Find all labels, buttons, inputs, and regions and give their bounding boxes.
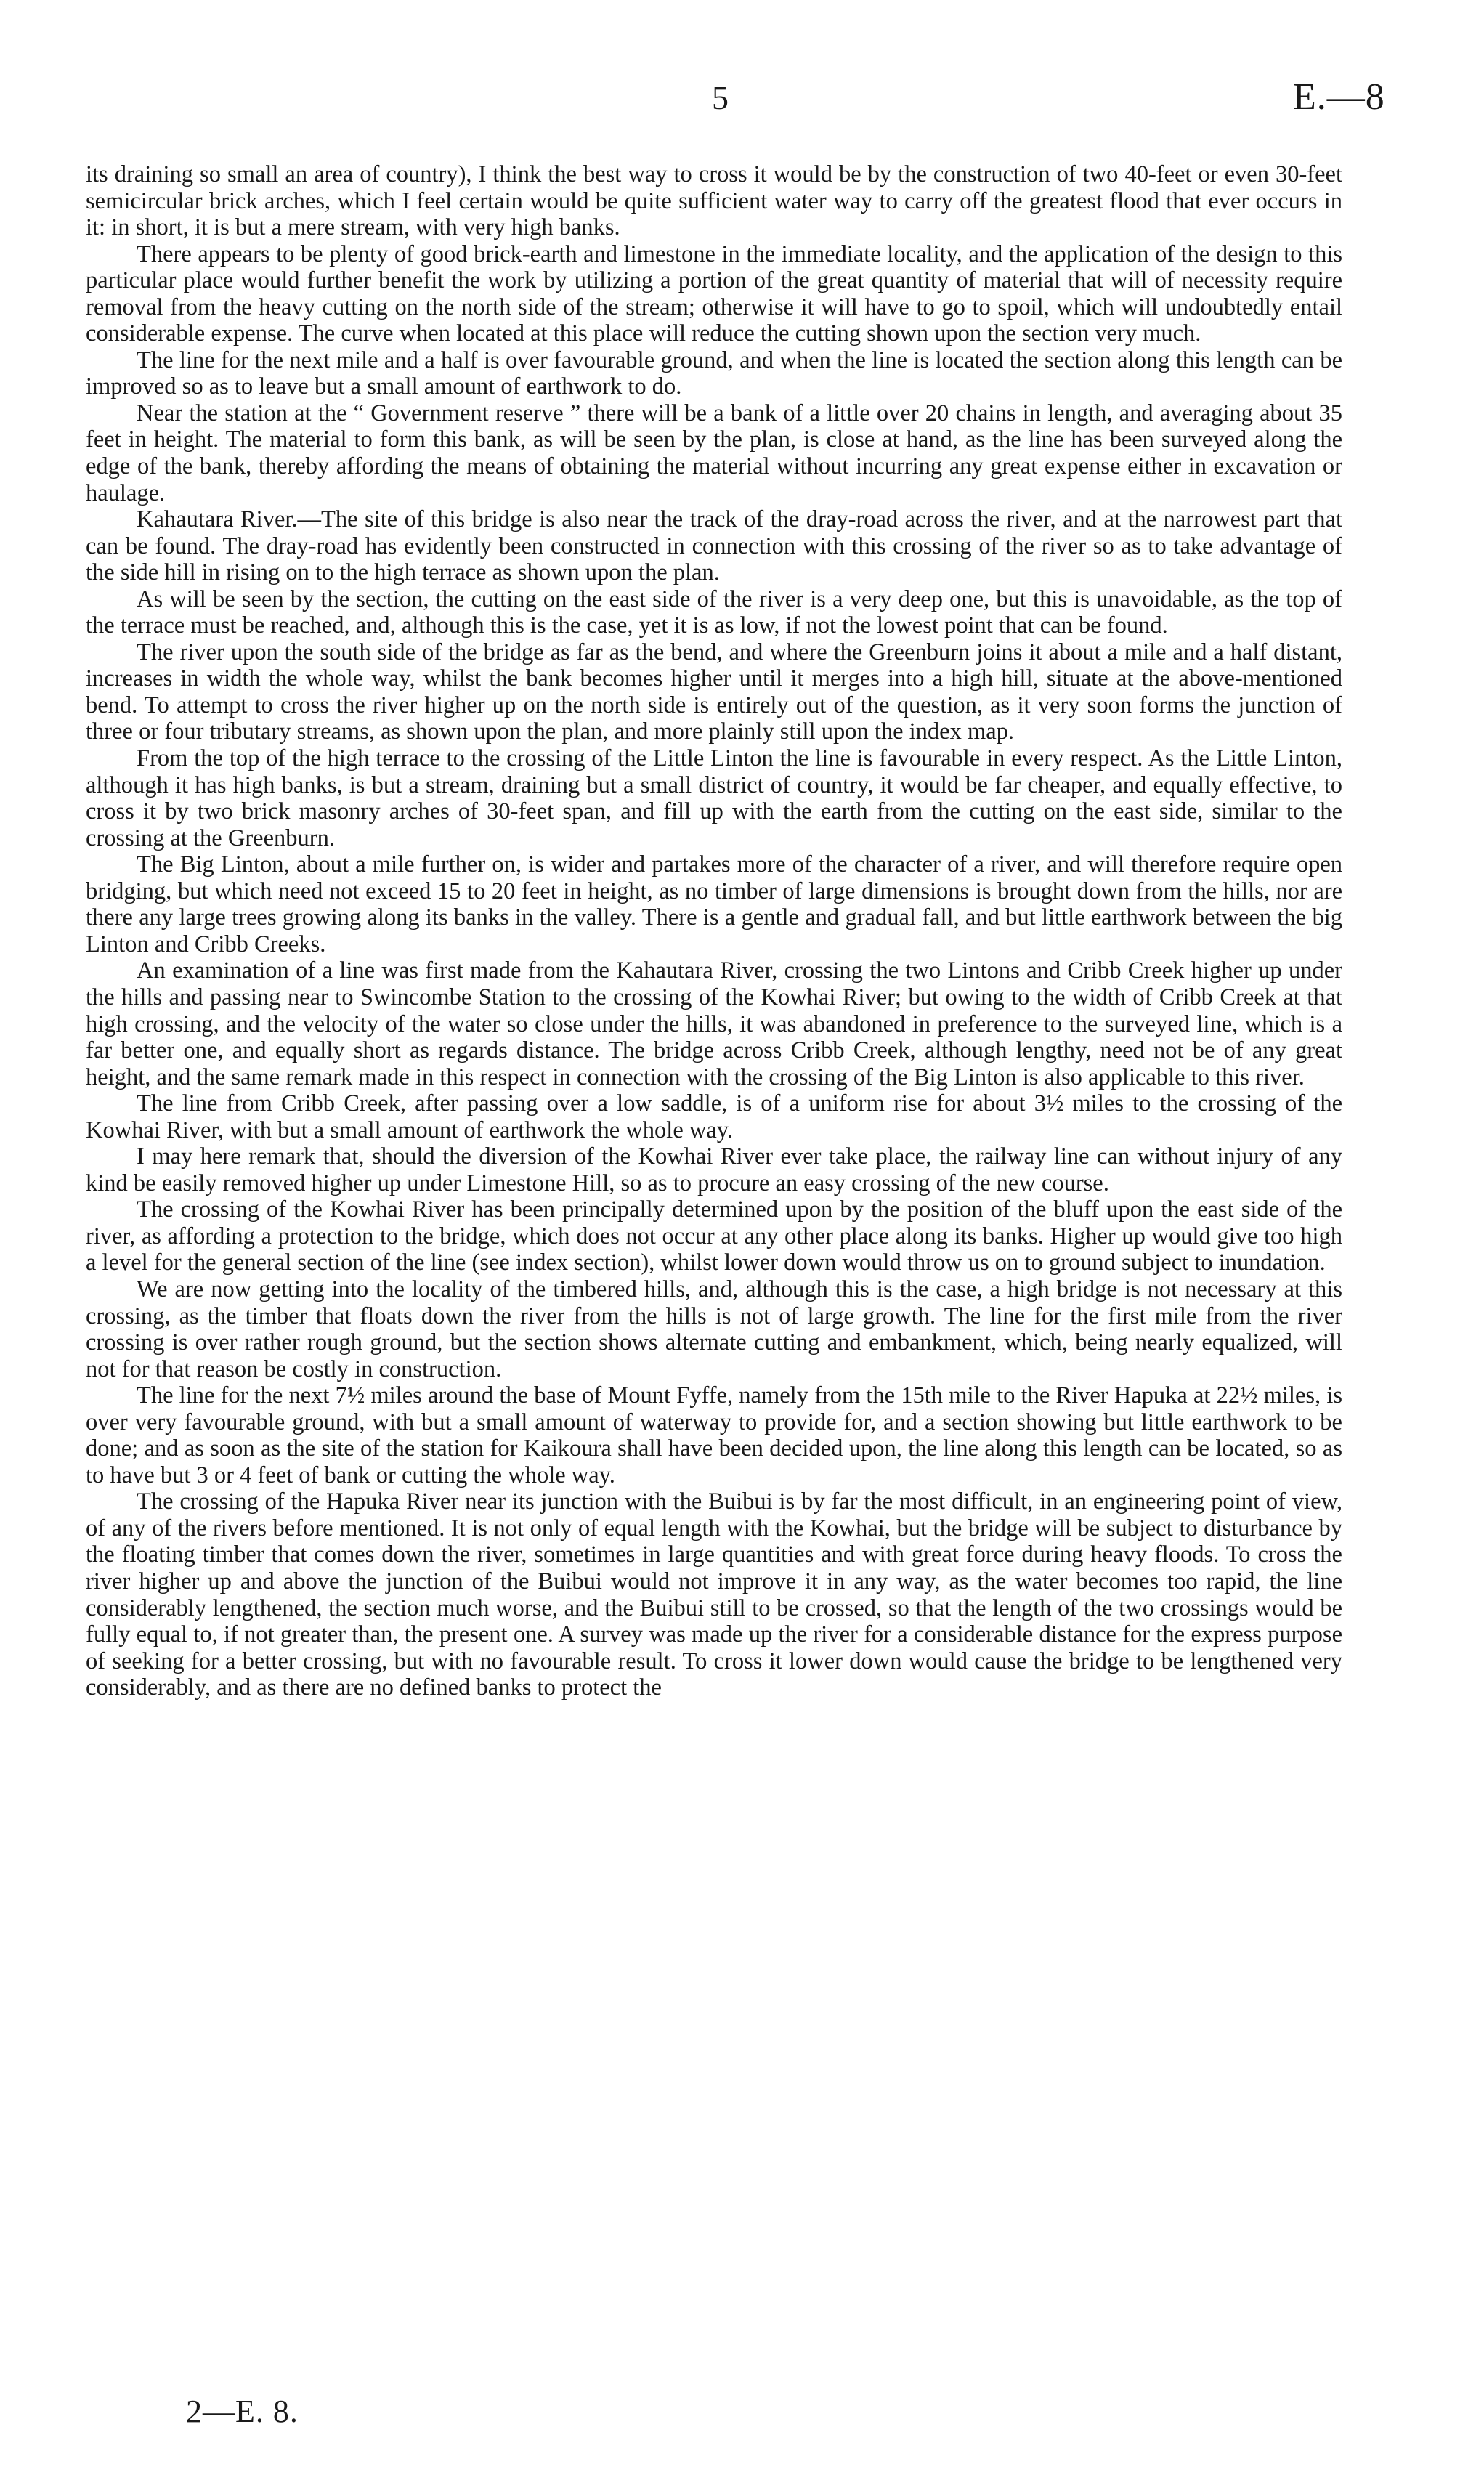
paragraph: The crossing of the Kowhai River has been principally determined upon by the position of the bluff upon the east side of the river, as affording a protection to the bridge, which does not occur at any other place along its banks. Higher up would give too high a level for the general section of the line (see index section), whilst lower down would throw us on to ground subject to inundation. (86, 1196, 1342, 1276)
paragraph: Near the station at the “ Government reserve ” there will be a bank of a little over 20 chains in length, and averaging about 35 feet in height. The material to form this bank, as will be seen by the plan, is close at hand, as the line has been surveyed along the edge of the bank, thereby affording the means of obtaining the material without incurring any great expense either in excavation or haulage. (86, 400, 1342, 506)
paragraph: Kahautara River.—The site of this bridge is also near the track of the dray-road across the river, and at the narrowest part that can be found. The dray-road has evidently been constructed in connection with this crossing of the river so as to take advantage of the side hill in rising on to the high terrace as shown upon the plan. (86, 506, 1342, 586)
signature-mark: 2—E. 8. (186, 2394, 299, 2429)
body-text (86, 161, 1342, 1701)
paragraph: The river upon the south side of the bridge as far as the bend, and where the Greenburn joins it about a mile and a half distant, increases in width the whole way, whilst the bank becomes higher until it merges into a high hill, situate at the above-mentioned bend. To attempt to cross the river higher up on the north side is entirely out of the question, as it very soon forms the junction of three or four tributary streams, as shown upon the plan, and more plainly still upon the index map. (86, 639, 1342, 745)
paragraph: The line for the next mile and a half is over favourable ground, and when the line is located the section along this length can be improved so as to leave but a small amount of earthwork to do. (86, 347, 1342, 400)
paragraph: As will be seen by the section, the cutting on the east side of the river is a very deep one, but this is unavoidable, as the top of the terrace must be reached, and, although this is the case, yet it is as low, if not the lowest point that can be found. (86, 585, 1342, 639)
paragraph: The line from Cribb Creek, after passing over a low saddle, is of a uniform rise for about 3½ miles to the crossing of the Kowhai River, with but a small amount of earthwork the whole way. (86, 1090, 1342, 1143)
document-reference: E.—8 (1293, 76, 1385, 118)
paragraph: We are now getting into the locality of the timbered hills, and, although this is the case, a high bridge is not necessary at this crossing, as the timber that floats down the river from the hills is not of large growth. The line for the first mile from the river crossing is over rather rough ground, but the section shows alternate cutting and embankment, which, being nearly equalized, will not for that reason be costly in construction. (86, 1276, 1342, 1382)
paragraph: The Big Linton, about a mile further on, is wider and partakes more of the character of a river, and will therefore require open bridging, but which need not exceed 15 to 20 feet in height, as no timber of large dimensions is brought down from the hills, nor are there any large trees growing along its banks in the valley. There is a gentle and gradual fall, and but little earthwork between the big Linton and Cribb Creeks. (86, 851, 1342, 957)
page-number: 5 (712, 79, 729, 116)
paragraph: The line for the next 7½ miles around the base of Mount Fyffe, namely from the 15th mile to the River Hapuka at 22½ miles, is over very favourable ground, with but a small amount of waterway to provide for, and a section showing but little earthwork to be done; and as soon as the site of the station for Kaikoura shall have been decided upon, the line along this length can be located, so as to have but 3 or 4 feet of bank or cutting the whole way. (86, 1382, 1342, 1488)
paragraph: From the top of the high terrace to the crossing of the Little Linton the line is favourable in every respect. As the Little Linton, although it has high banks, is but a stream, draining but a small district of country, it would be far cheaper, and equally effective, to cross it by two brick masonry arches of 30-feet span, and fill up with the earth from the cutting on the east side, similar to the crossing at the Greenburn. (86, 745, 1342, 851)
paragraph: There appears to be plenty of good brick-earth and limestone in the immediate locality, and the application of the design to this particular place would further benefit the work by utilizing a portion of the great quantity of material that will of necessity require removal from the heavy cutting on the north side of the stream; otherwise it will have to go to spoil, which will undoubtedly entail considerable expense. The curve when located at this place will reduce the cutting shown upon the section very much. (86, 240, 1342, 347)
paragraph: I may here remark that, should the diversion of the Kowhai River ever take place, the railway line can without injury of any kind be easily removed higher up under Limestone Hill, so as to procure an easy crossing of the new course. (86, 1143, 1342, 1196)
paragraph: An examination of a line was first made from the Kahautara River, crossing the two Lintons and Cribb Creek higher up under the hills and passing near to Swincombe Station to the crossing of the Kowhai River; but owing to the width of Cribb Creek at that high crossing, and the velocity of the water so close under the hills, it was abandoned in preference to the surveyed line, which is a far better one, and equally short as regards distance. The bridge across Cribb Creek, although lengthy, need not be of any great height, and the same remark made in this respect in connection with the crossing of the Big Linton is also applicable to this river. (86, 957, 1342, 1090)
paragraph: its draining so small an area of country), I think the best way to cross it would be by the construction of two 40-feet or even 30-feet semicircular brick arches, which I feel certain would be quite sufficient water way to carry off the greatest flood that ever occurs in it: in short, it is but a mere stream, with very high banks. (86, 161, 1342, 241)
paragraph: The crossing of the Hapuka River near its junction with the Buibui is by far the most difficult, in an engineering point of view, of any of the rivers before mentioned. It is not only of equal length with the Kowhai, but the bridge will be subject to disturbance by the floating timber that comes down the river, sometimes in large quantities and with great force during heavy floods. To cross the river higher up and above the junction of the Buibui would not improve it in any way, as the water becomes too rapid, the line considerably lengthened, the section much worse, and the Buibui still to be crossed, so that the length of the two crossings would be fully equal to, if not greater than, the present one. A survey was made up the river for a considerable distance for the express purpose of seeking for a better crossing, but with no favourable result. To cross it lower down would cause the bridge to be lengthened very considerably, and as there are no defined banks to protect the (86, 1488, 1342, 1701)
